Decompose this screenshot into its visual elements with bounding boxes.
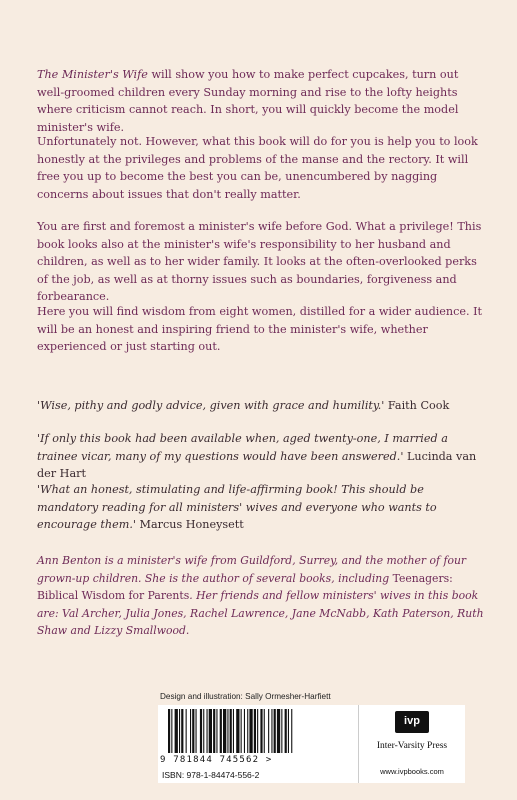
publisher-block — [358, 705, 465, 783]
publisher-url: www.ivpbooks.com — [380, 767, 444, 776]
endorsement-author: Lucinda van der Hart — [37, 449, 477, 480]
blurb-paragraph-2: Unfortunately not. However, what this book will do for you is help you to look honestly at the privileges and problems of the manse and the rectory. It will free you up to become the best you can be, unencumbered by nagging concerns about issues that don't really matter. — [37, 135, 478, 201]
featured-book-title: Teenagers: Biblical Wisdom for Parents — [37, 571, 453, 602]
blurb-paragraph-1: The Minister's Wife will show you how to make perfect cupcakes, turn out well-groomed children every Sunday morning and rise to the lofty heights where criticism cannot reach. In short, you will quickly become the model minister's wife. — [37, 68, 459, 134]
barcode-digits: 9 781844 745562 > — [160, 755, 273, 765]
endorsement-author: Faith Cook — [384, 399, 450, 412]
book-title: The Minister's Wife — [37, 68, 148, 81]
endorsement-quote: 'Wise, pithy and godly advice, given with grace and humility.' — [37, 399, 385, 412]
endorsement — [37, 397, 487, 415]
barcode — [158, 705, 358, 767]
barcode-bars — [164, 709, 352, 755]
endorsement — [37, 430, 487, 483]
author-bio: Ann Benton is a minister's wife from Guildford, Surrey, and the mother of four grown-up children. She is the author of several books, including Teenagers: Biblical Wisdom for Parents. Her friends and fellow ministers' wives in this book are: Val Archer, Julia Jones, Rachel Lawrence, Jane McNabb, Kath Paterson, Ruth Shaw and Lizzy Smallwood. — [37, 554, 484, 637]
ivp-logo: ivp — [395, 711, 429, 733]
blurb-paragraph-3: You are first and foremost a minister's wife before God. What a privilege! This book looks also at the minister's wife's responsibility to her husband and children, as well as to her wider family. It looks at the often-overlooked perks of the job, as well as at thorny issues such as boundaries, forgiveness and forbearance. — [37, 220, 482, 303]
design-credit: Design and illustration: Sally Ormesher-Harfiett — [160, 692, 331, 701]
endorsement-quote: 'If only this book had been available when, aged twenty-one, I married a trainee vicar, many of my questions would have been answered.' — [37, 432, 448, 463]
publisher-name: Inter-Varsity Press — [376, 741, 448, 751]
endorsement-author: Marcus Honeysett — [135, 518, 244, 531]
isbn: ISBN: 978-1-84474-556-2 — [158, 767, 358, 783]
blurb-paragraph-4: Here you will find wisdom from eight women, distilled for a wider audience. It will be an honest and inspiring friend to the minister's wife, whether experienced or just starting out. — [37, 305, 483, 353]
endorsement-quote: 'What an honest, stimulating and life-affirming book! This should be mandatory reading for all ministers' wives and everyone who wants to encourage them.' — [37, 483, 437, 531]
endorsement — [37, 481, 487, 534]
